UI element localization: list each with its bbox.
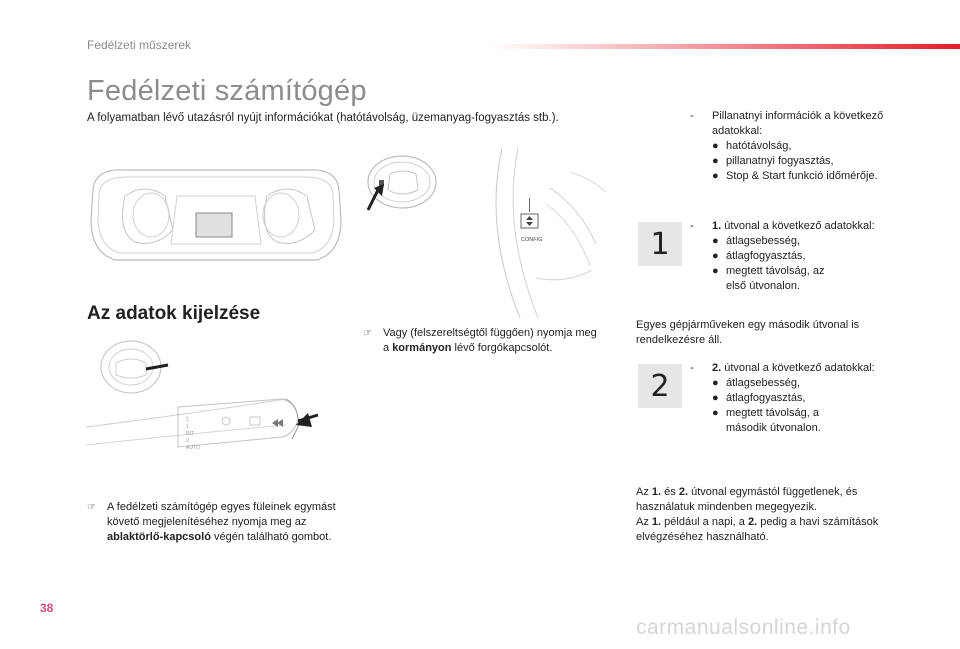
list-item: átlagsebesség, — [726, 377, 800, 389]
list-item: pillanatnyi fogyasztás, — [726, 155, 834, 167]
config-label: CONFIG — [521, 237, 543, 243]
watermark: carmanualsonline.info — [636, 616, 851, 639]
stalk-mark-2: 2 — [186, 417, 189, 423]
intro-text: A folyamatban lévő utazásról nyújt információkat (hatótávolság, üzemanyag-fogyasztás stb.). — [87, 112, 559, 124]
stalk-mark-int: INT — [186, 431, 195, 437]
page-title: Fedélzeti számítógép — [87, 75, 367, 107]
steering-wheel-illustration — [360, 150, 440, 215]
list-item: átlagfogyasztás, — [726, 250, 806, 262]
pointing-hand-icon: ☞ — [87, 502, 96, 513]
wiper-stalk-illustration — [86, 335, 336, 475]
trip-1-badge: 1 — [638, 222, 682, 266]
list-item: átlagfogyasztás, — [726, 392, 806, 404]
pointing-hand-icon: ☞ — [363, 328, 372, 339]
page-number: 38 — [40, 601, 54, 615]
steering-control-detail-illustration — [480, 148, 610, 318]
section-subheading: Az adatok kijelzése — [87, 303, 261, 324]
trip-2-info-block: - 2. útvonal a következő adatokkal: ● átlagsebesség, ● átlagfogyasztás, ● megtett távolság, a második útvonalon. — [690, 362, 875, 434]
list-item: átlagsebesség, — [726, 235, 800, 247]
steering-instruction: ☞ Vagy (felszereltségtől függően) nyomja meg a kormányon lévő forgókapcsolót. — [363, 327, 597, 354]
list-item: hatótávolság, — [726, 140, 792, 152]
stalk-mark-1: 1 — [186, 424, 189, 430]
instant-info-block: - Pillanatnyi információk a következő adatokkal: ● hatótávolság, ● pillanatnyi fogyasztás, ● Stop & Start funkció időmérője. — [690, 110, 884, 182]
section-label: Fedélzeti műszerek — [87, 38, 192, 52]
list-item: Stop & Start funkció időmérője. — [726, 170, 878, 182]
second-route-note: Egyes gépjárműveken egy második útvonal is rendelkezésre áll. — [636, 319, 860, 346]
list-item: megtett távolság, a második útvonalon. — [726, 407, 821, 434]
trip-1-info-block: - 1. útvonal a következő adatokkal: ● átlagsebesség, ● átlagfogyasztás, ● megtett távolság, az első útvonalon. — [690, 220, 875, 292]
stalk-mark-0: 0 — [186, 438, 189, 444]
list-item: megtett távolság, az első útvonalon. — [726, 265, 825, 292]
header-accent-bar — [490, 44, 960, 49]
trip-independence-note: Az 1. és 2. útvonal egymástól függetlenek, és használatuk mindenben megegyezik. Az 1. például a napi, a 2. pedig a havi számítások elvégzéséhez használható. — [636, 486, 879, 543]
stalk-mark-auto: AUTO — [186, 445, 200, 451]
instrument-cluster-illustration — [85, 160, 347, 272]
wiper-instruction: ☞ A fedélzeti számítógép egyes füleinek egymást követő megjelenítéséhez nyomja meg az ablaktörlő-kapcsoló végén található gombot. — [87, 501, 336, 543]
trip-2-badge: 2 — [638, 364, 682, 408]
